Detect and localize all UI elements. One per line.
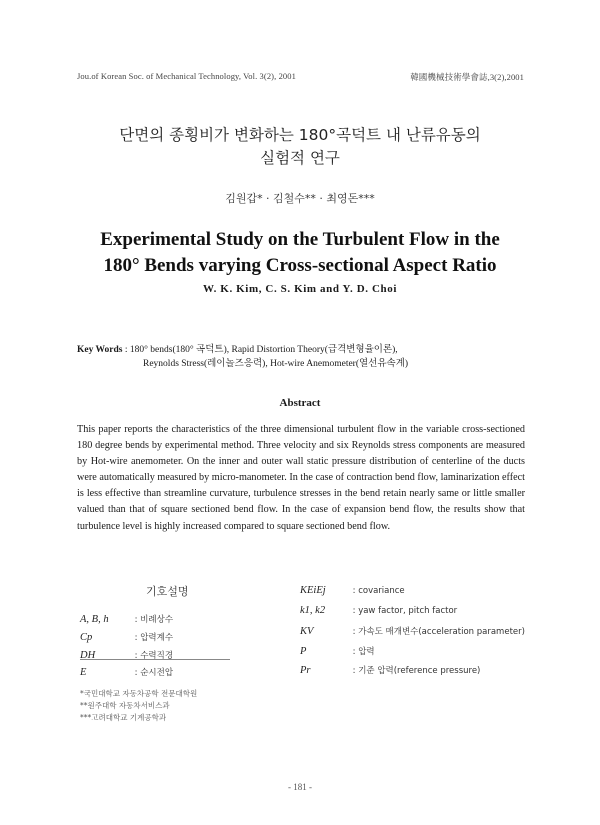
abstract-text: This paper reports the characteristics of the three dimensional turbulent flow in the variable cross-sectioned 180 degree bends by experimental method. Three velocity and six Reynolds stress components are measured by Hot-wire anemometer. On the inner and outer wall static pressure distribution of centerline of the ducts were automatically measured by micro-manometer. In the case of contraction bend flow, laminarization effect is less effective than streamline curvature, turbulence stresses in the bend retain nearly same or little smaller valued than that of square sectioned bend flow. In the case of expansion bend flow, the results show that turbulence level is highly increased compared to square sectioned bend flow. [77,424,525,532]
footnote: *국민대학교 자동차공학 전문대학원 [80,689,198,698]
nomenclature-item [300,605,457,616]
english-title-line1: Experimental Study on the Turbulent Flow in the [100,229,500,250]
nomenclature-item [300,585,405,596]
nomenclature-item [300,664,480,676]
nomenclature-symbol: k1, k2 [300,605,326,616]
nomenclature-desc: : 압력계수 [134,633,174,643]
nomenclature-desc: : 수력직경 [134,651,174,661]
keywords-label: Key Words [77,345,123,355]
english-title-line2: 180° Bends varying Cross-sectional Aspect Ratio [103,255,497,276]
page-number: - 181 - [288,782,312,792]
nomenclature-item [80,631,173,643]
journal-header-left: Jou.of Korean Soc. of Mechanical Technology, Vol. 3(2), 2001 [77,71,296,81]
nomenclature-desc: : 비례상수 [134,615,174,625]
nomenclature-heading: 기호설명 [146,585,189,598]
nomenclature-desc: : 기준 압력(reference pressure) [352,666,481,676]
keywords-block [77,343,408,371]
journal-header-right: 韓國機械技術學會誌,3(2),2001 [410,72,524,82]
korean-title-line2: 실험적 연구 [260,149,340,167]
nomenclature-symbol: E [80,667,87,678]
keywords-line1: 180° bends(180° 곡덕트), Rapid Distortion Theory(급격변형율이론), [129,345,398,355]
nomenclature-symbol: KEiEj [300,585,326,596]
nomenclature-desc: : 압력 [352,647,375,657]
nomenclature-symbol: DH [80,650,96,661]
nomenclature-desc: : yaw factor, pitch factor [352,606,458,616]
nomenclature-item [300,625,525,637]
nomenclature-symbol: A, B, h [80,614,109,625]
nomenclature-symbol: Pr [300,665,311,676]
abstract-heading: Abstract [279,397,321,409]
korean-authors: 김원갑* · 김철수** · 최영돈*** [225,192,375,205]
nomenclature-item [80,613,173,625]
nomenclature-symbol: KV [300,626,314,637]
nomenclature-item [80,666,173,678]
footnote-divider [80,659,230,660]
nomenclature-symbol: Cp [80,632,93,643]
korean-title-line1: 단면의 종횡비가 변화하는 180°곡덕트 내 난류유동의 [119,126,481,144]
footnote: ***고려대학교 기계공학과 [80,713,167,722]
english-authors: W. K. Kim, C. S. Kim and Y. D. Choi [203,283,397,295]
nomenclature-symbol: P [300,646,307,657]
nomenclature-desc: : 순시전압 [134,668,174,678]
keywords-line2: Reynolds Stress(레이놀즈응력), Hot-wire Anemometer(열선유속계) [143,359,409,369]
nomenclature-item [300,645,375,657]
footnote: **원주대학 자동차서비스과 [80,701,170,710]
nomenclature-desc: : covariance [352,586,405,596]
keywords-colon: : [122,345,130,355]
nomenclature-desc: : 가속도 매개변수(acceleration parameter) [352,627,525,637]
